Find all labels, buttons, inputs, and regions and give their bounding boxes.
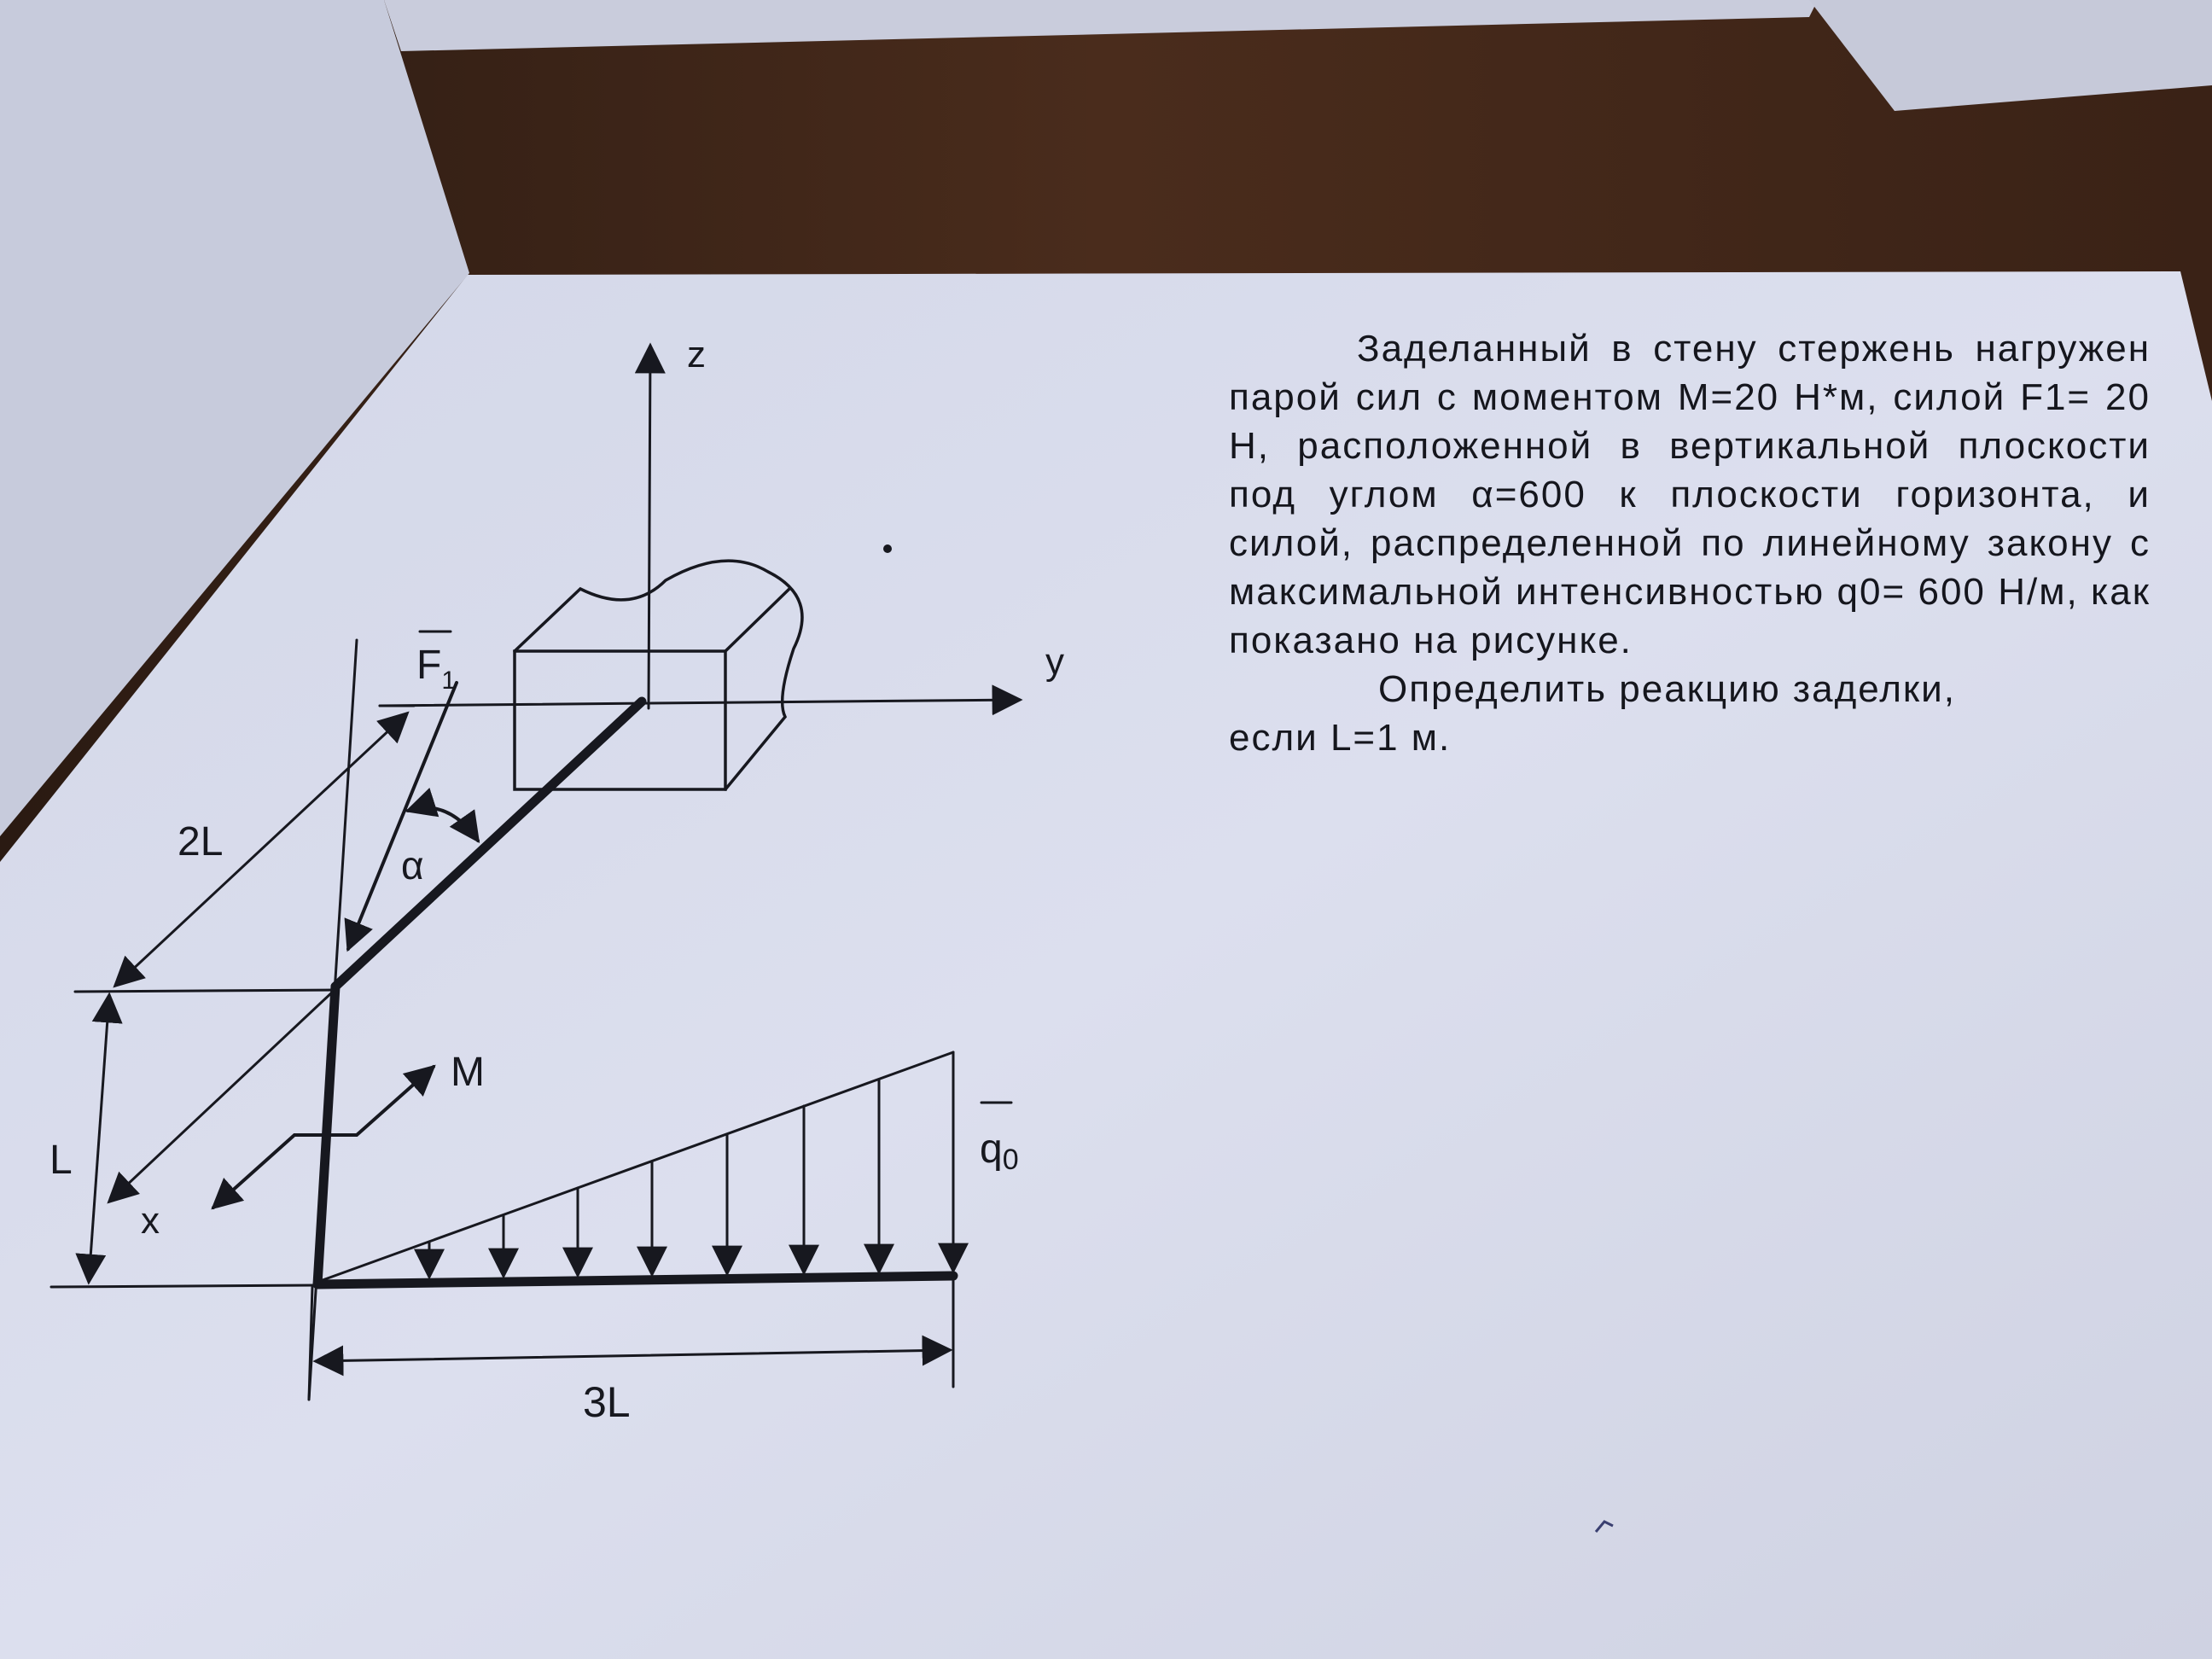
axis-y-label: y — [1045, 641, 1064, 683]
problem-statement — [1229, 324, 2151, 762]
z-axis — [649, 346, 650, 708]
task-text: Определить реакцию заделки, — [1378, 668, 1956, 710]
problem-condition: если L=1 м. — [1229, 717, 1452, 759]
moment-m-label: M — [451, 1050, 485, 1095]
angle-alpha-label: α — [401, 843, 424, 888]
axis-x-label: x — [141, 1200, 160, 1242]
force-f1-subscript: 1 — [441, 667, 457, 695]
dim-l-ext-bottom — [51, 1285, 317, 1287]
ink-dot — [883, 544, 892, 553]
force-f1-letter: F — [416, 643, 442, 688]
dim-l-label: L — [49, 1138, 73, 1183]
dim-l-ext-top — [75, 990, 335, 992]
problem-paragraph: Заделанный в стену стержень нагружен парой сил с моментом M=20 Н*м, силой F1= 20 Н, расположенной в вертикальной плоскости под углом α=600 к плоскости горизонта, и силой, распределенной по линейному закону с максимальной интенсивностью q0= 600 Н/м, как показано на рисунке. — [1229, 328, 2151, 661]
axis-z-label: z — [687, 334, 706, 375]
load-q0-letter: q — [980, 1126, 1003, 1172]
problem-task — [1229, 665, 2151, 713]
dim-2l-label: 2L — [178, 819, 224, 864]
load-q0-subscript: 0 — [1002, 1144, 1019, 1176]
dim-3l-label: 3L — [583, 1378, 631, 1426]
